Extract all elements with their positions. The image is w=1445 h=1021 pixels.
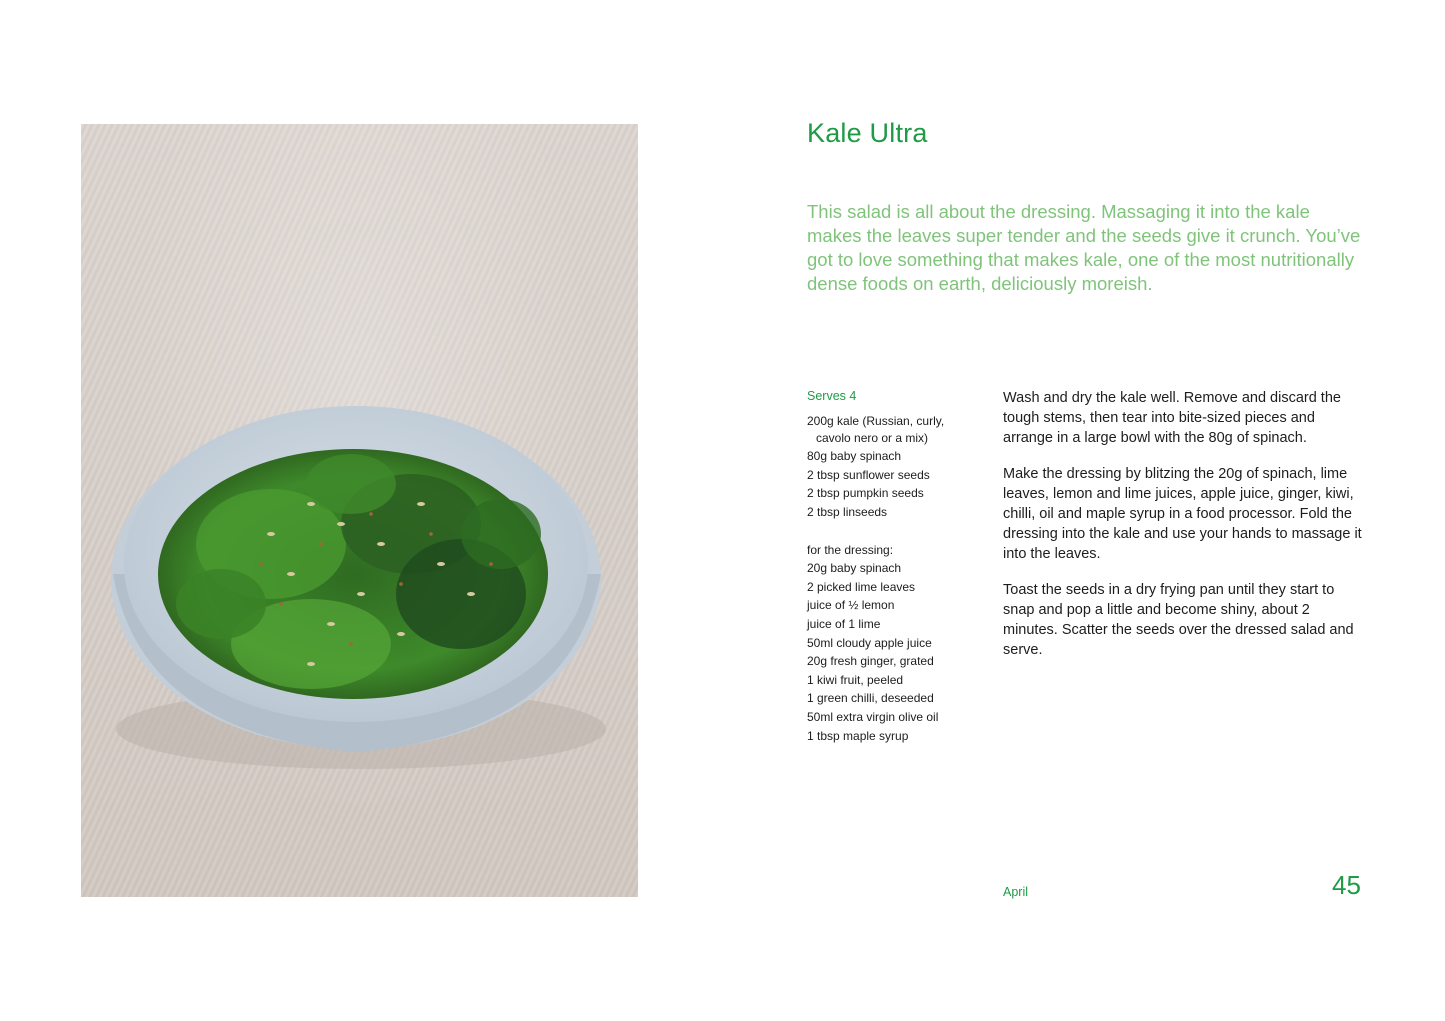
ingredient-item: 20g baby spinach xyxy=(807,561,902,576)
kale-salad-bowl-illustration xyxy=(81,124,638,897)
ingredient-item: 2 tbsp pumpkin seeds xyxy=(807,486,924,501)
ingredient-item: 50ml cloudy apple juice xyxy=(807,635,932,650)
method-step: Make the dressing by blitzing the 20g of spinach, lime leaves, lemon and lime juices, apple juice, ginger, kiwi, chilli, oil and maple syrup in a food processor. Fold the dressing into the kale and use your hands to massage it into the leaves. xyxy=(1003,466,1362,562)
ingredient-item: 2 tbsp linseeds xyxy=(807,504,888,519)
footer-month: April xyxy=(1003,885,1029,899)
method-step: Toast the seeds in a dry frying pan until they start to snap and pop a little and become shiny, about 2 minutes. Scatter the seeds over the dressed salad and serve. xyxy=(1003,582,1354,658)
ingredient-item: 2 picked lime leaves xyxy=(807,579,916,594)
ingredient-item: 2 tbsp sunflower seeds xyxy=(807,467,930,482)
ingredient-item: 20g fresh ginger, grated xyxy=(807,654,934,669)
ingredient-item: 80g baby spinach xyxy=(807,449,902,464)
ingredient-item: cavolo nero or a mix) xyxy=(816,430,929,445)
serves-label: Serves 4 xyxy=(807,389,857,403)
ingredient-item: 1 green chilli, deseeded xyxy=(807,691,934,706)
ingredient-item: 1 kiwi fruit, peeled xyxy=(807,672,904,687)
ingredient-item: juice of 1 lime xyxy=(807,616,881,631)
salad-photo xyxy=(81,124,638,897)
ingredient-item: 50ml extra virgin olive oil xyxy=(807,709,939,724)
recipe-intro: This salad is all about the dressing. Massaging it into the kale makes the leaves super tender and the seeds give it crunch. You’ve got to love something that makes kale, one of the most nutritionally dense foods on earth, deliciously moreish. xyxy=(807,201,1361,294)
method-section xyxy=(1003,388,1368,676)
dressing-subheading: for the dressing: xyxy=(807,542,894,557)
recipe-title: Kale Ultra xyxy=(807,118,928,148)
ingredient-item: 200g kale (Russian, curly, xyxy=(807,414,945,428)
ingredient-list xyxy=(807,412,987,745)
page-number: 45 xyxy=(1332,870,1361,900)
ingredient-item: juice of ½ lemon xyxy=(807,598,895,613)
ingredient-item: 1 tbsp maple syrup xyxy=(807,728,909,743)
method-step: Wash and dry the kale well. Remove and discard the tough stems, then tear into bite-sized pieces and arrange in a large bowl with the 80g of spinach. xyxy=(1003,390,1341,446)
